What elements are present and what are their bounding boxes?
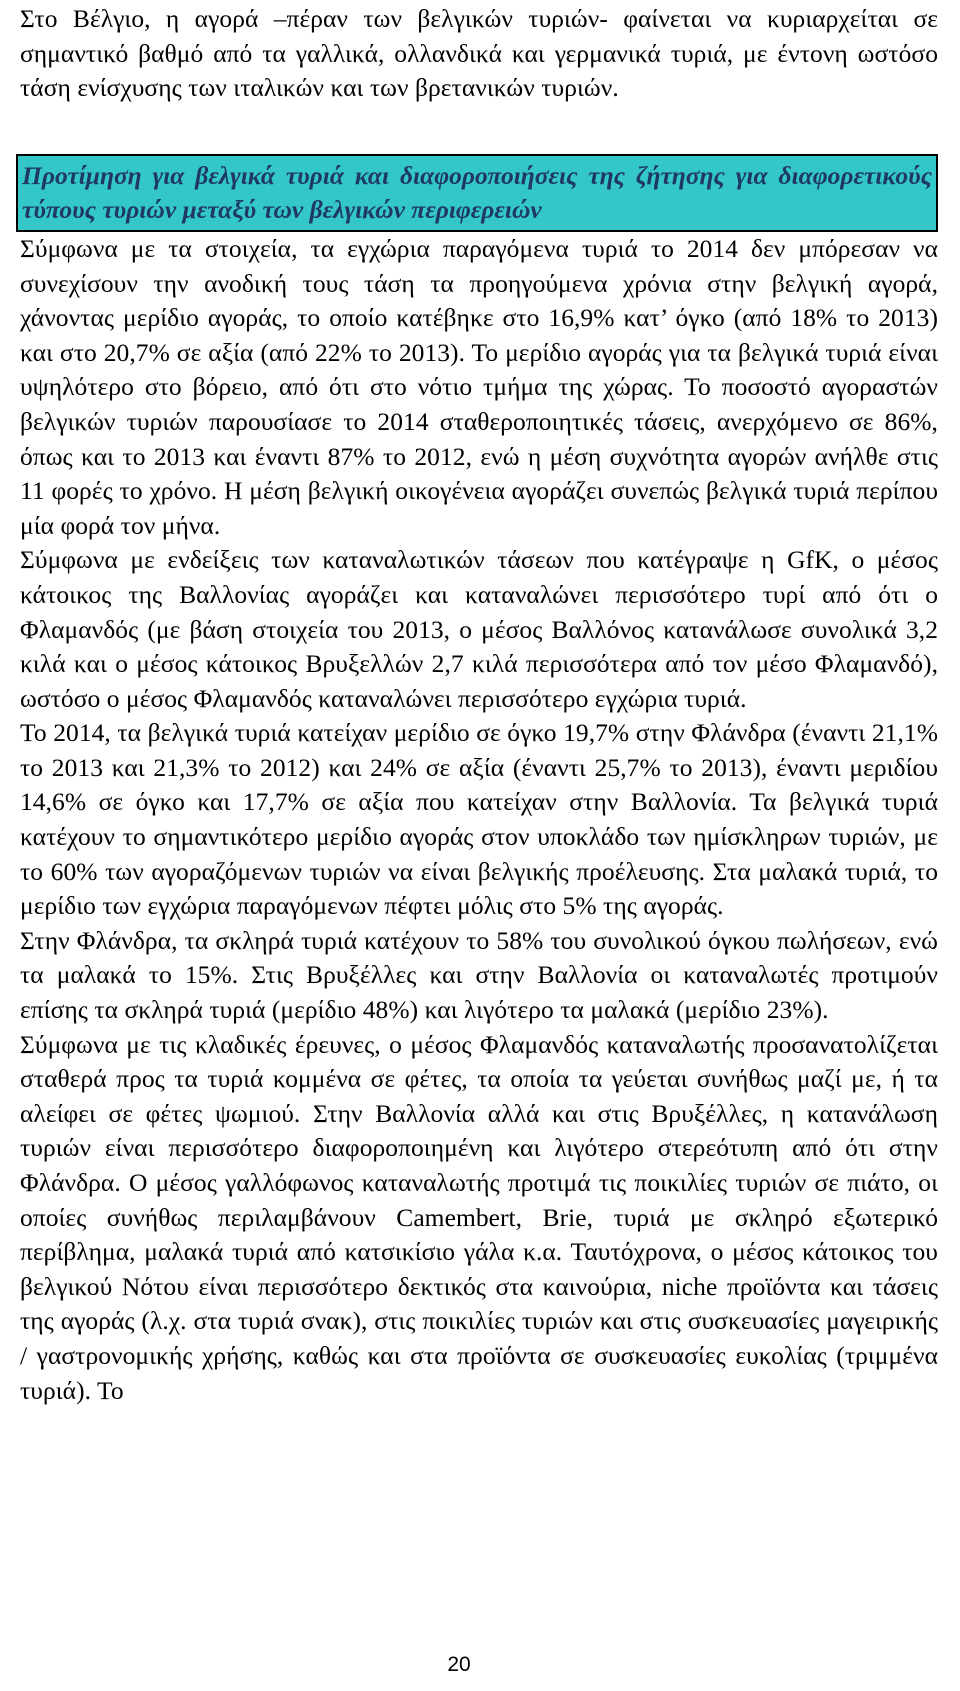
page-number: 20 bbox=[447, 1653, 471, 1676]
document-page bbox=[20, 0, 938, 1408]
paragraph-regional-shares: Το 2014, τα βελγικά τυριά κατείχαν μερίδιο σε όγκο 19,7% στην Φλάνδρα (έναντι 21,1% το 2013 και 21,3% το 2012) και 24% σε αξία (έναντι 25,7% το 2013), έναντι μεριδίου 14,6% σε όγκο και 17,7% σε αξία που κατείχαν στην Βαλλονία. Τα βελγικά τυριά κατέχουν το σημαντικότερο μερίδιο αγοράς στον υποκλάδο των ημίσκληρων τυριών, με το 60% των αγοραζόμενων τυριών να είναι βελγικής προέλευσης. Στα μαλακά τυριά, το μερίδιο των εγχώρια παραγόμενων πέφτει μόλις στο 5% της αγοράς. bbox=[20, 718, 938, 921]
section-heading: Προτίμηση για βελγικά τυριά και διαφοροποιήσεις της ζήτησης για διαφορετικούς τύπους τυριών μεταξύ των βελγικών περιφερειών bbox=[16, 154, 938, 232]
intro-paragraph: Στο Βέλγιο, η αγορά –πέραν των βελγικών τυριών- φαίνεται να κυριαρχείται σε σημαντικό βαθμό από τα γαλλικά, ολλανδικά και γερμανικά τυριά, με έντονη ωστόσο τάση ενίσχυσης των ιταλικών και των βρετανικών τυριών. bbox=[20, 4, 938, 103]
paragraph-gfk-consumption: Σύμφωνα με ενδείξεις των καταναλωτικών τάσεων που κατέγραψε η GfK, ο μέσος κάτοικος της Βαλλονίας αγοράζει και καταναλώνει περισσότερο τυρί από ότι ο Φλαμανδός (με βάση στοιχεία του 2013, ο μέσος Βαλλόνος κατανάλωσε συνολικά 3,2 κιλά και ο μέσος κάτοικος Βρυξελλών 2,7 κιλά περισσότερα από τον μέσο Φλαμανδό), ωστόσο ο μέσος Φλαμανδός καταναλώνει περισσότερο εγχώρια τυριά. bbox=[20, 545, 938, 713]
paragraph-consumer-preferences: Σύμφωνα με τις κλαδικές έρευνες, ο μέσος Φλαμανδός καταναλωτής προσανατολίζεται σταθερά προς τα τυριά κομμένα σε φέτες, τα οποία τα γεύεται συνήθως μαζί με, ή τα αλείφει σε φέτες ψωμιού. Στην Βαλλονία αλλά και στις Βρυξέλλες, η κατανάλωση τυριών είναι περισσότερο διαφοροποιημένη και λιγότερο στερεότυπη από ότι στην Φλάνδρα. Ο μέσος γαλλόφωνος καταναλωτής προτιμά τις ποικιλίες τυριών σε πιάτο, οι οποίες συνήθως περιλαμβάνουν Camembert, Brie, τυριά με σκληρό εξωτερικό περίβλημα, μαλακά τυριά από κατσικίσιο γάλα κ.α. Ταυτόχρονα, ο μέσος κάτοικος του βελγικού Νότου είναι περισσότερο δεκτικός στα καινούρια, niche προϊόντα και τάσεις της αγοράς (λ.χ. στα τυριά σνακ), στις ποικιλίες τυριών και στις συσκευασίες μαγειρικής / γαστρονομικής χρήσης, καθώς και στα προϊόντα σε συσκευασίες ευκολίας (τριμμένα τυριά). Το bbox=[20, 1029, 938, 1405]
paragraph-hard-soft-cheese: Στην Φλάνδρα, τα σκληρά τυριά κατέχουν το 58% του συνολικού όγκου πωλήσεων, ενώ τα μαλακά το 15%. Στις Βρυξέλλες και στην Βαλλονία οι καταναλωτές προτιμούν επίσης τα σκληρά τυριά (μερίδιο 48%) και λιγότερο τα μαλακά (μερίδιο 23%). bbox=[20, 925, 938, 1025]
paragraph-market-share: Σύμφωνα με τα στοιχεία, τα εγχώρια παραγόμενα τυριά το 2014 δεν μπόρεσαν να συνεχίσουν την ανοδική τους τάση τα προηγούμενα χρόνια στην βελγική αγορά, χάνοντας μερίδιο αγοράς, το οποίο κατέβηκε στο 16,9% κατ’ όγκο (από 18% το 2013) και στο 20,7% σε αξία (από 22% το 2013). Το μερίδιο αγοράς για τα βελγικά τυριά είναι υψηλότερο στο βόρειο, από ότι στο νότιο τμήμα της χώρας. Το ποσοστό αγοραστών βελγικών τυριών παρουσίασε το 2014 σταθεροποιητικές τάσεις, ανερχόμενο σε 86%, όπως και το 2013 και έναντι 87% το 2012, ενώ η μέση συχνότητα αγορών ανήλθε στις 11 φορές το χρόνο. Η μέση βελγική οικογένεια αγοράζει συνεπώς βελγικά τυριά περίπου μία φορά τον μήνα. bbox=[20, 233, 938, 540]
